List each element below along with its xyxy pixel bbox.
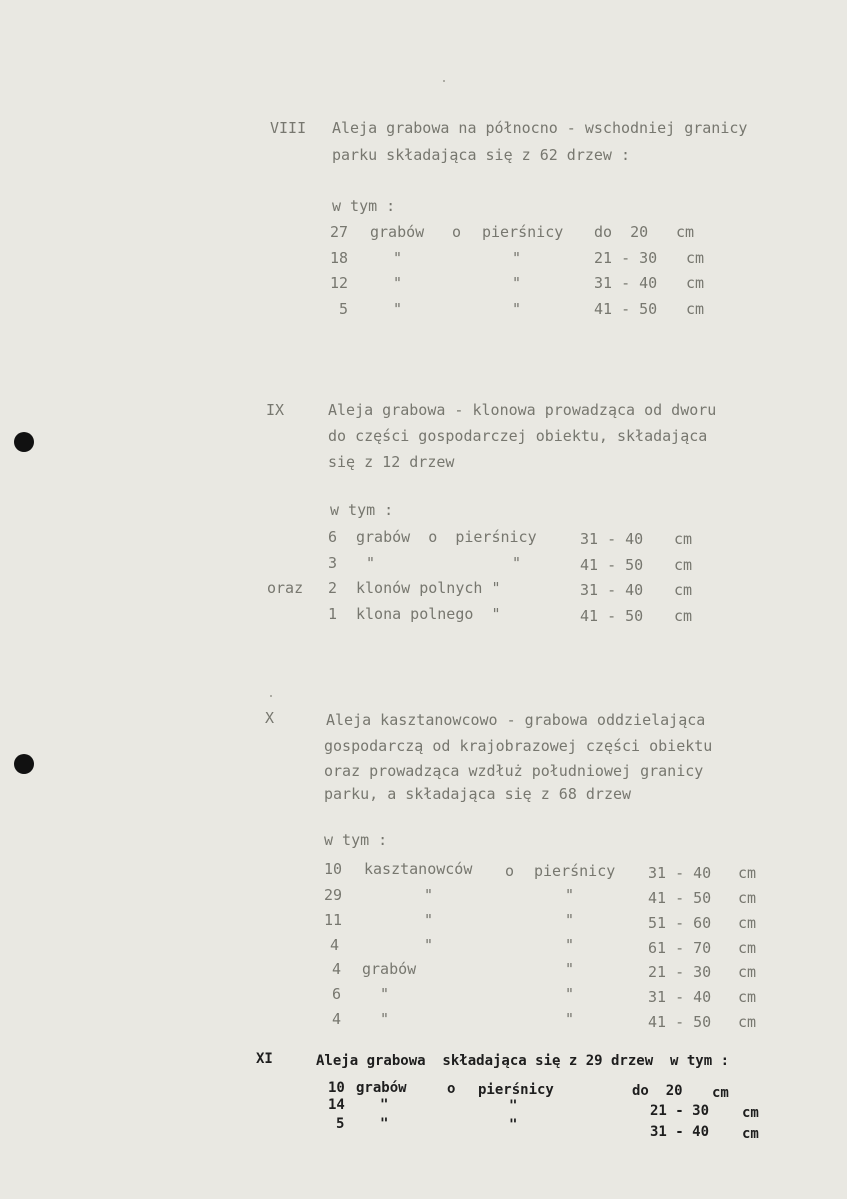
- unit-cell: cm: [686, 300, 705, 318]
- unit-cell: cm: [712, 1085, 729, 1101]
- unit-cell: cm: [686, 249, 705, 267]
- range-cell: 31 - 40: [650, 1124, 710, 1140]
- section-numeral: IX: [266, 401, 285, 419]
- intro-label: w tym :: [332, 197, 396, 215]
- count-cell: 4: [332, 1010, 342, 1028]
- unit-cell: cm: [738, 963, 757, 981]
- description-cell: klonów polnych ": [356, 579, 501, 597]
- count-cell: 2: [328, 579, 338, 597]
- ditto-cell: ": [565, 1010, 575, 1028]
- ditto-cell: ": [380, 1097, 389, 1113]
- measure-cell: pierśnicy: [534, 862, 616, 880]
- count-cell: 1: [328, 605, 338, 623]
- measure-cell: pierśnicy: [478, 1082, 554, 1098]
- paper-speck: [443, 80, 445, 82]
- description-cell: klona polnego ": [356, 605, 501, 623]
- count-cell: 4: [332, 960, 342, 978]
- ditto-cell: ": [565, 936, 575, 954]
- unit-cell: cm: [738, 864, 757, 882]
- ditto-cell: ": [424, 936, 434, 954]
- section-heading-line: parku składająca się z 62 drzew :: [332, 146, 631, 164]
- count-cell: 14: [328, 1097, 345, 1113]
- intro-label: w tym :: [330, 501, 394, 519]
- punch-hole: [14, 432, 34, 452]
- range-cell: 41 - 50: [580, 607, 644, 625]
- range-cell: 31 - 40: [648, 864, 712, 882]
- unit-cell: cm: [742, 1105, 759, 1121]
- unit-cell: cm: [676, 223, 695, 241]
- ditto-cell: ": [380, 985, 390, 1003]
- ditto-cell: ": [512, 274, 522, 292]
- ditto-cell: ": [424, 911, 434, 929]
- description-cell: grabów o pierśnicy: [356, 528, 537, 546]
- range-cell: 21 - 30: [594, 249, 658, 267]
- ditto-cell: ": [380, 1010, 390, 1028]
- ditto-cell: ": [509, 1098, 518, 1114]
- unit-cell: cm: [674, 556, 693, 574]
- section-numeral: XI: [256, 1051, 273, 1067]
- intro-label: w tym :: [324, 831, 388, 849]
- section-numeral: VIII: [270, 119, 307, 137]
- paper-speck: [270, 695, 272, 697]
- unit-cell: cm: [738, 1013, 757, 1031]
- oraz-label: oraz: [267, 579, 304, 597]
- punch-hole: [14, 754, 34, 774]
- ditto-cell: ": [366, 554, 376, 572]
- range-cell: 51 - 60: [648, 914, 712, 932]
- count-cell: 12: [330, 274, 349, 292]
- count-cell: 6: [332, 985, 342, 1003]
- ditto-cell: ": [424, 886, 434, 904]
- ditto-cell: ": [565, 886, 575, 904]
- preposition-cell: o: [452, 223, 462, 241]
- preposition-cell: o: [505, 862, 515, 880]
- ditto-cell: ": [509, 1117, 518, 1133]
- count-cell: 10: [328, 1080, 345, 1096]
- range-cell: 21 - 30: [648, 963, 712, 981]
- species-cell: grabów: [356, 1080, 407, 1096]
- count-cell: 5: [339, 300, 349, 318]
- unit-cell: cm: [742, 1126, 759, 1142]
- range-cell: 31 - 40: [594, 274, 658, 292]
- section-heading-line: parku, a składająca się z 68 drzew: [324, 785, 632, 803]
- count-cell: 3: [328, 554, 338, 572]
- section-heading-line: gospodarczą od krajobrazowej części obiektu: [324, 737, 713, 755]
- count-cell: 11: [324, 911, 343, 929]
- range-cell: 41 - 50: [648, 1013, 712, 1031]
- ditto-cell: ": [380, 1116, 389, 1132]
- unit-cell: cm: [686, 274, 705, 292]
- unit-cell: cm: [738, 914, 757, 932]
- range-cell: 21 - 30: [650, 1103, 710, 1119]
- ditto-cell: ": [565, 985, 575, 1003]
- ditto-cell: ": [393, 300, 403, 318]
- unit-cell: cm: [738, 988, 757, 1006]
- section-numeral: X: [265, 709, 275, 727]
- species-cell: grabów: [362, 960, 417, 978]
- measure-cell: pierśnicy: [482, 223, 564, 241]
- unit-cell: cm: [738, 889, 757, 907]
- ditto-cell: ": [393, 249, 403, 267]
- range-cell: 31 - 40: [648, 988, 712, 1006]
- count-cell: 29: [324, 886, 343, 904]
- range-cell: 41 - 50: [648, 889, 712, 907]
- section-heading-line: się z 12 drzew: [328, 453, 455, 471]
- ditto-cell: ": [565, 960, 575, 978]
- species-cell: kasztanowców: [364, 860, 473, 878]
- count-cell: 5: [336, 1116, 345, 1132]
- count-cell: 18: [330, 249, 349, 267]
- section-heading-line: Aleja kasztanowcowo - grabowa oddzielająca: [326, 711, 706, 729]
- count-cell: 27: [330, 223, 349, 241]
- preposition-cell: o: [447, 1081, 456, 1097]
- unit-cell: cm: [674, 607, 693, 625]
- range-cell: 31 - 40: [580, 530, 644, 548]
- range-cell: 41 - 50: [594, 300, 658, 318]
- section-heading-line: Aleja grabowa składająca się z 29 drzew w tym :: [316, 1053, 730, 1069]
- ditto-cell: ": [512, 300, 522, 318]
- range-cell: 31 - 40: [580, 581, 644, 599]
- range-cell: do 20: [632, 1083, 683, 1099]
- unit-cell: cm: [738, 939, 757, 957]
- range-cell: do 20: [594, 223, 649, 241]
- ditto-cell: ": [512, 554, 522, 572]
- count-cell: 10: [324, 860, 343, 878]
- species-cell: grabów: [370, 223, 425, 241]
- section-heading-line: oraz prowadząca wzdłuż południowej granicy: [324, 762, 704, 780]
- section-heading-line: Aleja grabowa - klonowa prowadząca od dworu: [328, 401, 717, 419]
- section-heading-line: Aleja grabowa na północno - wschodniej granicy: [332, 119, 748, 137]
- range-cell: 61 - 70: [648, 939, 712, 957]
- range-cell: 41 - 50: [580, 556, 644, 574]
- section-heading-line: do części gospodarczej obiektu, składająca: [328, 427, 708, 445]
- count-cell: 6: [328, 528, 338, 546]
- unit-cell: cm: [674, 530, 693, 548]
- count-cell: 4: [330, 936, 340, 954]
- ditto-cell: ": [393, 274, 403, 292]
- ditto-cell: ": [512, 249, 522, 267]
- unit-cell: cm: [674, 581, 693, 599]
- ditto-cell: ": [565, 911, 575, 929]
